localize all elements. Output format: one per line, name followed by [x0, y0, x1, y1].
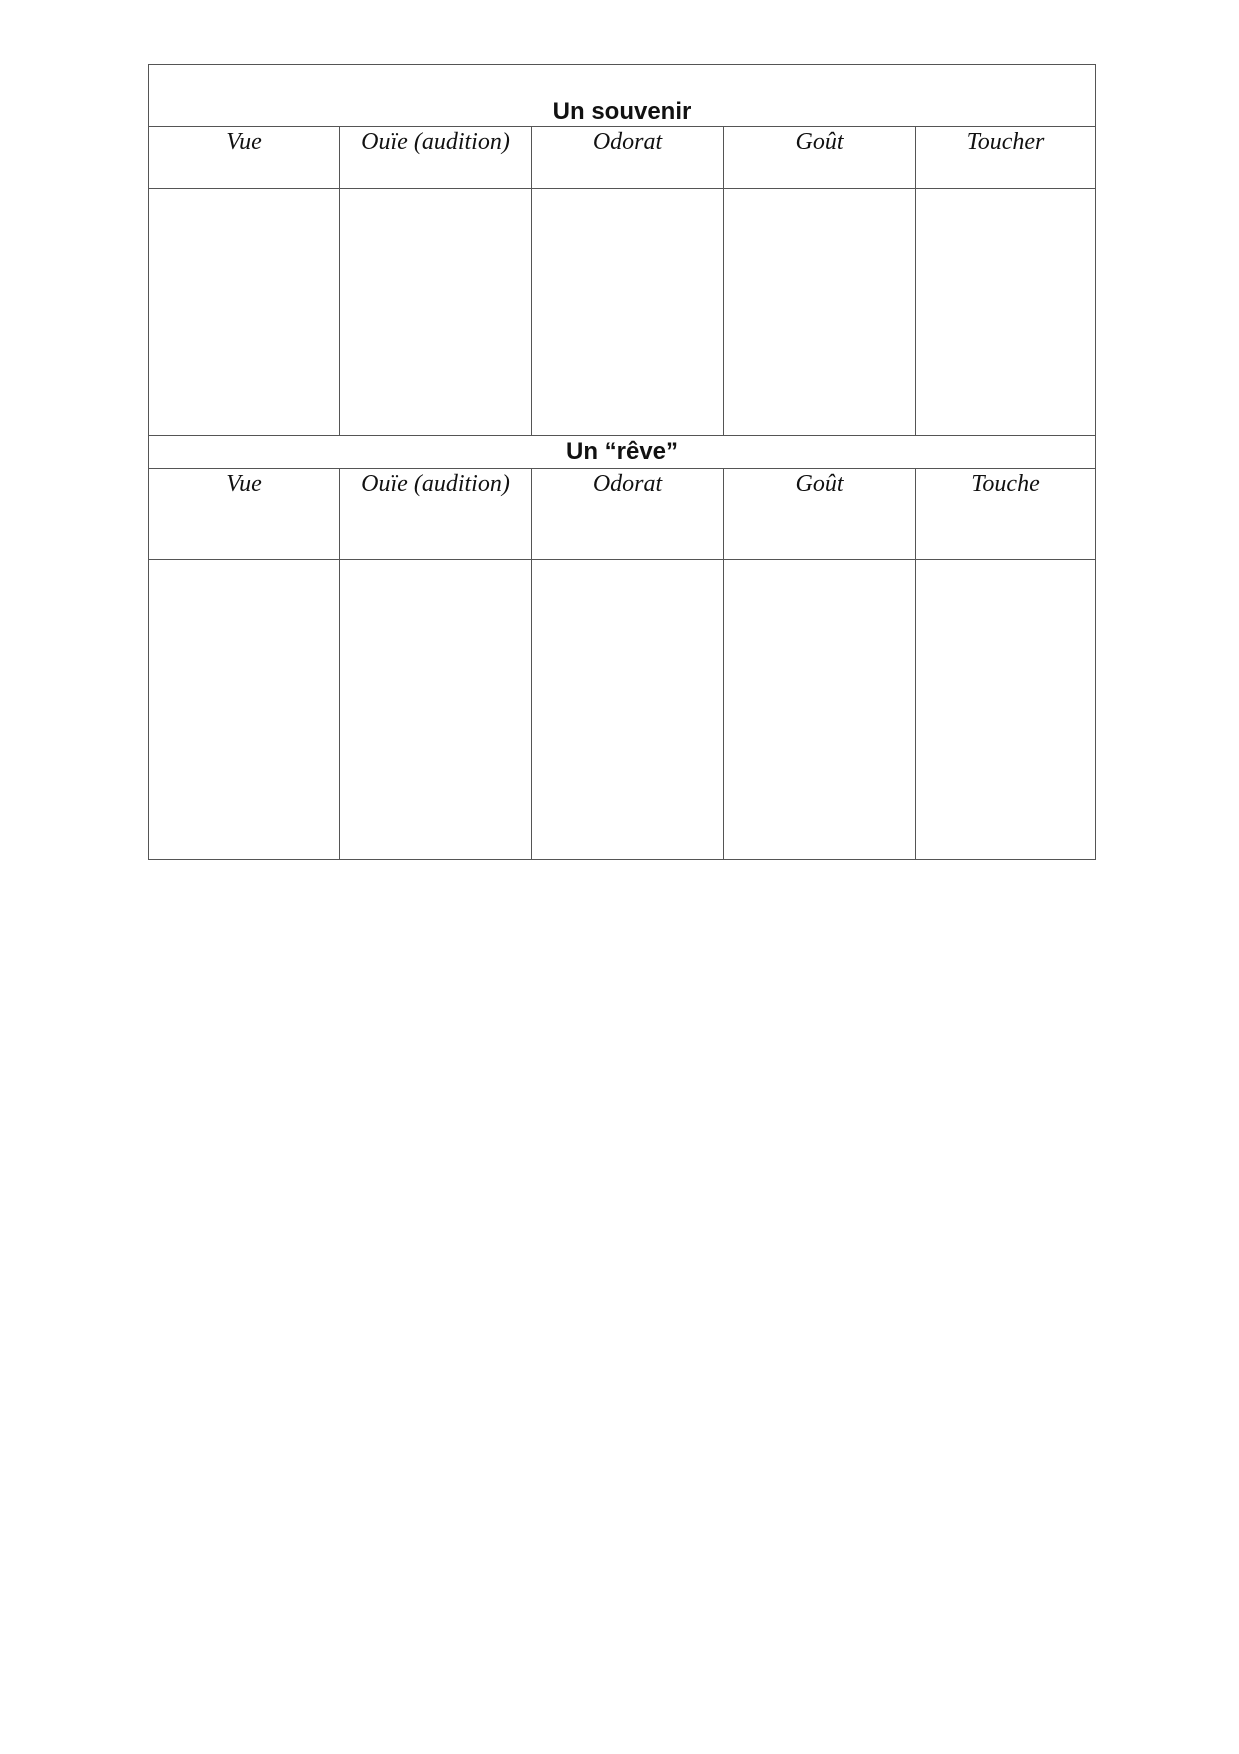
answer-cell-gout — [724, 189, 916, 436]
column-header-odorat: Odorat — [532, 127, 724, 189]
section-title-souvenir: Un souvenir — [149, 65, 1096, 127]
senses-worksheet-table — [148, 64, 1096, 860]
answer-cell-touche — [916, 560, 1096, 860]
answer-cell-ouie — [340, 189, 532, 436]
answer-cell-ouie — [340, 560, 532, 860]
column-header-gout: Goût — [724, 469, 916, 560]
answer-cell-odorat — [532, 560, 724, 860]
column-header-ouie: Ouïe (audition) — [340, 127, 532, 189]
column-header-vue: Vue — [149, 127, 340, 189]
column-header-ouie: Ouïe (audition) — [340, 469, 532, 560]
header-row-reve — [149, 469, 1096, 560]
answer-cell-toucher — [916, 189, 1096, 436]
column-header-vue: Vue — [149, 469, 340, 560]
section-title-reve: Un “rêve” — [149, 436, 1096, 469]
column-header-gout: Goût — [724, 127, 916, 189]
answer-row-reve — [149, 560, 1096, 860]
answer-cell-odorat — [532, 189, 724, 436]
answer-cell-vue — [149, 189, 340, 436]
column-header-toucher: Toucher — [916, 127, 1096, 189]
answer-cell-vue — [149, 560, 340, 860]
section-title-row-reve — [149, 436, 1096, 469]
column-header-odorat: Odorat — [532, 469, 724, 560]
column-header-touche: Touche — [916, 469, 1096, 560]
section-title-row-souvenir — [149, 65, 1096, 127]
header-row-souvenir — [149, 127, 1096, 189]
answer-row-souvenir — [149, 189, 1096, 436]
answer-cell-gout — [724, 560, 916, 860]
